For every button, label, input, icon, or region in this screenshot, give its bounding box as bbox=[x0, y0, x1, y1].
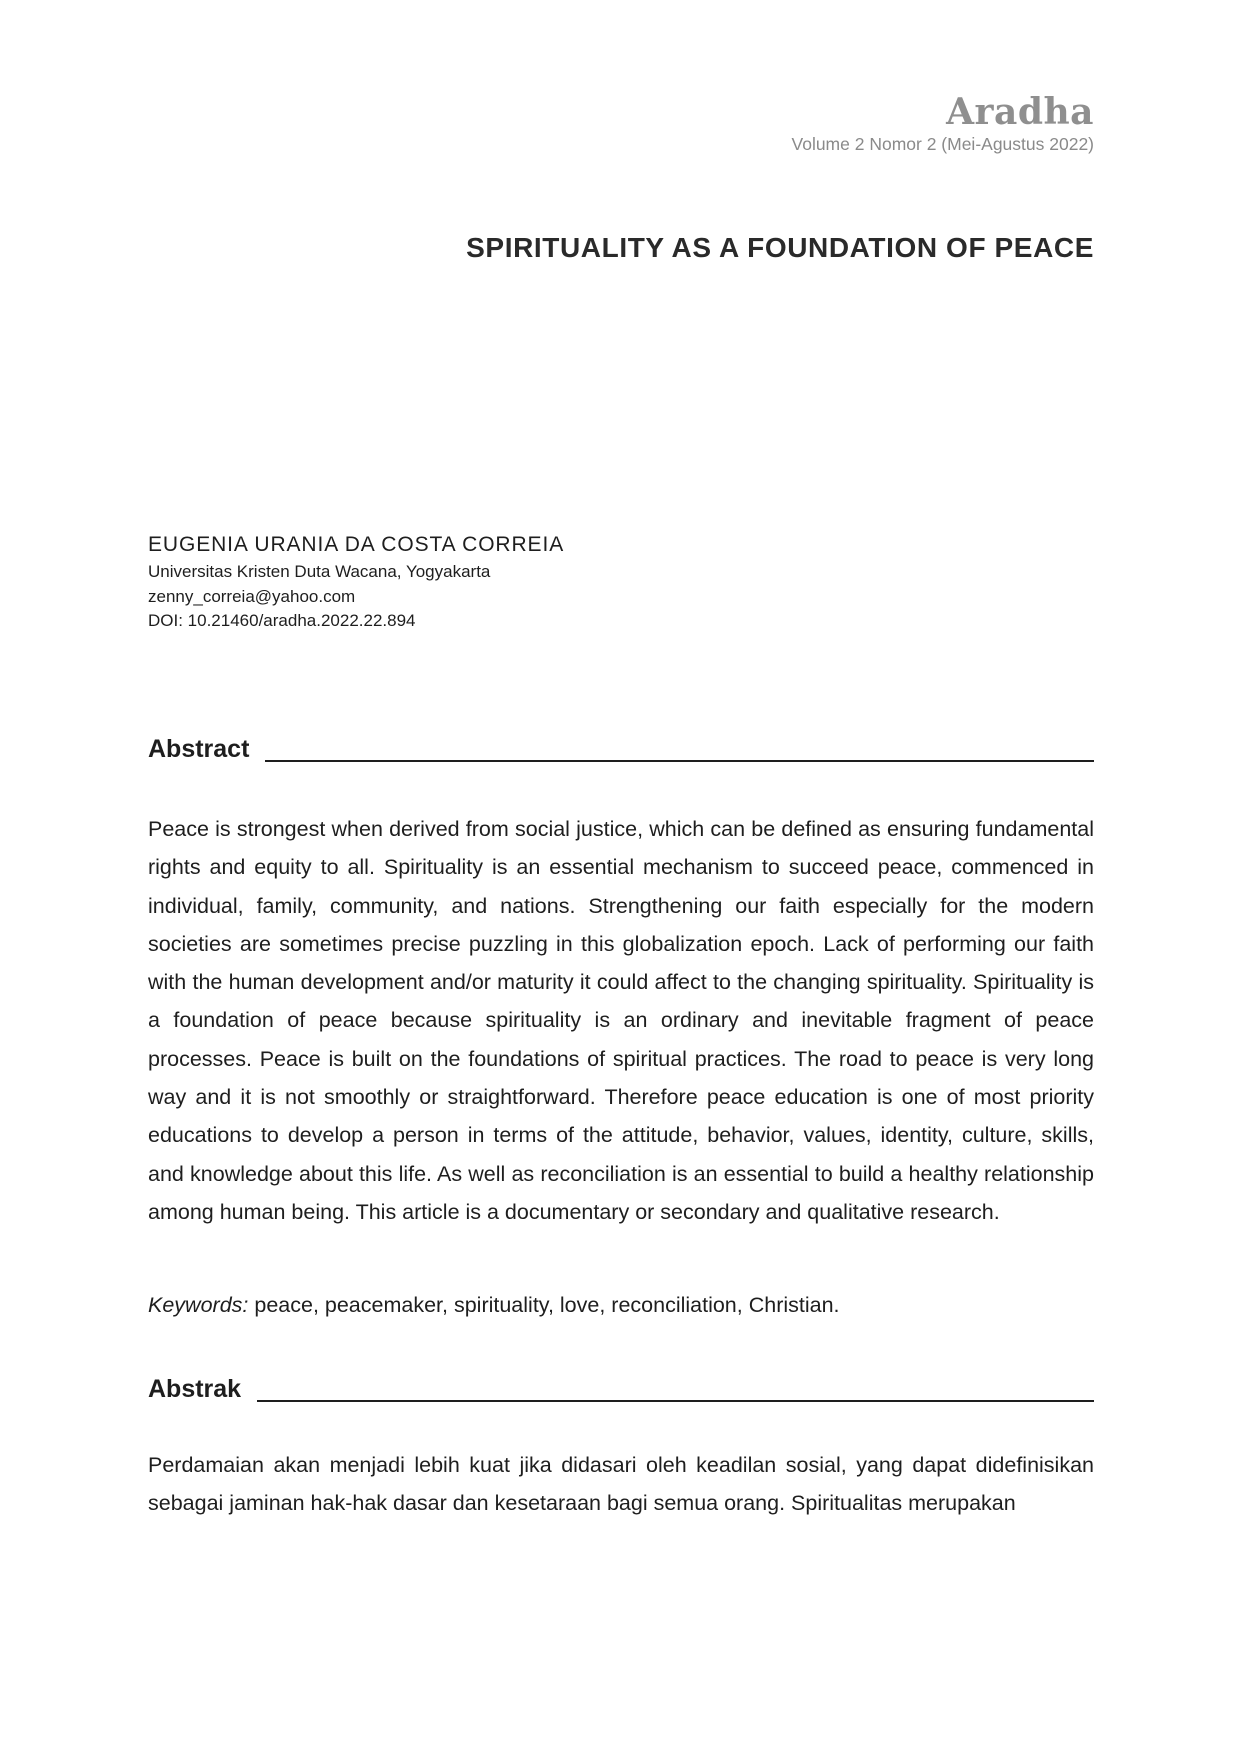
abstract-heading bbox=[148, 734, 1094, 764]
keywords-label: Keywords: bbox=[148, 1293, 249, 1317]
abstract-heading-rule bbox=[265, 760, 1094, 762]
abstrak-heading-rule bbox=[257, 1400, 1094, 1402]
journal-logo: Aradha bbox=[946, 91, 1094, 133]
keywords-list: peace, peacemaker, spirituality, love, reconciliation, Christian. bbox=[254, 1293, 840, 1317]
paper-title: SPIRITUALITY AS A FOUNDATION OF PEACE bbox=[466, 232, 1094, 263]
journal-header bbox=[792, 92, 1095, 156]
author-affiliation: Universitas Kristen Duta Wacana, Yogyakarta bbox=[148, 562, 491, 581]
abstrak-text: Perdamaian akan menjadi lebih kuat jika didasari oleh keadilan sosial, yang dapat didefinisikan sebagai jaminan hak-hak dasar dan kesetaraan bagi semua orang. Spiritualitas merupakan bbox=[148, 1453, 1094, 1516]
author-name: EUGENIA URANIA DA COSTA CORREIA bbox=[148, 533, 565, 556]
author-email: zenny_correia@yahoo.com bbox=[148, 586, 356, 606]
keywords bbox=[148, 1286, 1094, 1324]
journal-volume: Volume 2 Nomor 2 (Mei-Agustus 2022) bbox=[791, 134, 1094, 154]
doi: DOI: 10.21460/aradha.2022.22.894 bbox=[148, 611, 416, 630]
abstract-text: Peace is strongest when derived from social justice, which can be defined as ensuring fundamental rights and equity to all. Spirituality is an essential mechanism to succeed peace, commenced in individual, family, community, and nations. Strengthening our faith especially for the modern societies are sometimes precise puzzling in this globalization epoch. Lack of performing our faith with the human development and/or maturity it could affect to the changing spirituality. Spirituality is a foundation of peace because spirituality is an ordinary and inevitable fragment of peace processes. Peace is built on the foundations of spiritual practices. The road to peace is very long way and it is not smoothly or straightforward. Therefore peace education is one of most priority educations to develop a person in terms of the attitude, behavior, values, identity, culture, skills, and knowledge about this life. As well as reconciliation is an essential to build a healthy relationship among human being. This article is a documentary or secondary and qualitative research. bbox=[148, 817, 1094, 1224]
abstract-heading-label: Abstract bbox=[148, 735, 250, 763]
abstrak-heading bbox=[148, 1374, 1094, 1404]
author-block bbox=[148, 530, 564, 634]
abstrak-heading-label: Abstrak bbox=[148, 1375, 242, 1403]
